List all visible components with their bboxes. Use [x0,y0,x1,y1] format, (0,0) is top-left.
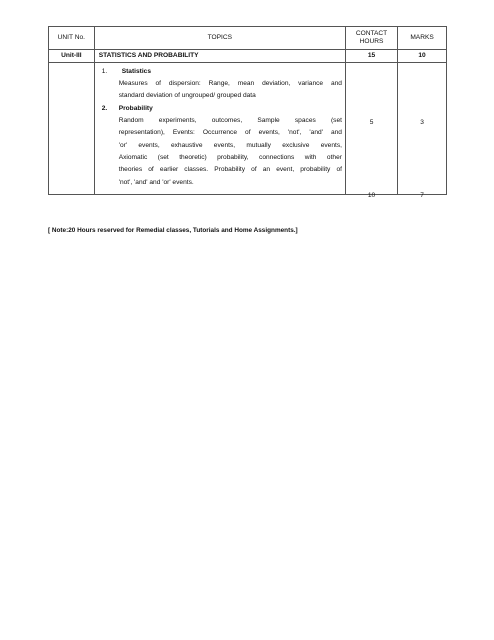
topics-cell [94,63,345,195]
section-line: standard deviation of ungrouped/ grouped data [118,92,256,100]
header-marks: MARKS [398,27,447,50]
section-probability [99,103,342,189]
unit-number: Unit-III [49,50,95,63]
section-statistics [99,66,342,103]
header-contact-hours-line2: HOURS [359,38,384,45]
header-contact-hours-line1: CONTACT [355,29,388,37]
section-line: 'or' events, exhaustive events, mutually exclusive events, [118,141,342,149]
unit-title: STATISTICS AND PROBABILITY [94,50,345,63]
marks-cell [398,63,447,199]
statistics-hours: 5 [369,119,374,126]
probability-hours: 10 [367,192,376,199]
section-line: theories of earlier classes. Probability of an event, probability of [118,166,342,174]
empty-unit-cell [49,63,95,195]
table-header-row [49,27,447,50]
section-line: 'not', 'and' and 'or' events. [118,178,194,186]
header-unit-no: UNIT No. [49,27,95,50]
section-number: 1. [101,67,108,75]
hours-cell [345,63,397,199]
syllabus-table [48,26,447,199]
header-contact-hours [345,27,397,50]
statistics-marks: 3 [420,119,424,126]
unit-hours: 15 [345,50,397,63]
content-row [49,63,447,195]
probability-marks: 7 [420,192,424,199]
section-title: Statistics [121,67,152,75]
header-topics: TOPICS [94,27,345,50]
section-line: Axiomatic (set theoretic) probability, connections with other [118,154,342,162]
section-line: Random experiments, outcomes, Sample spaces (set [118,116,342,124]
section-line: representation), Events: Occurrence of events, 'not', 'and' and [118,129,342,137]
section-title: Probability [118,104,153,112]
note-text: [ Note:20 Hours reserved for Remedial classes, Tutorials and Home Assignments.] [48,227,298,234]
section-line: Measures of dispersion: Range, mean deviation, variance and [118,80,342,87]
section-number: 2. [101,104,108,112]
unit-marks: 10 [398,50,447,63]
unit-row [49,50,447,63]
